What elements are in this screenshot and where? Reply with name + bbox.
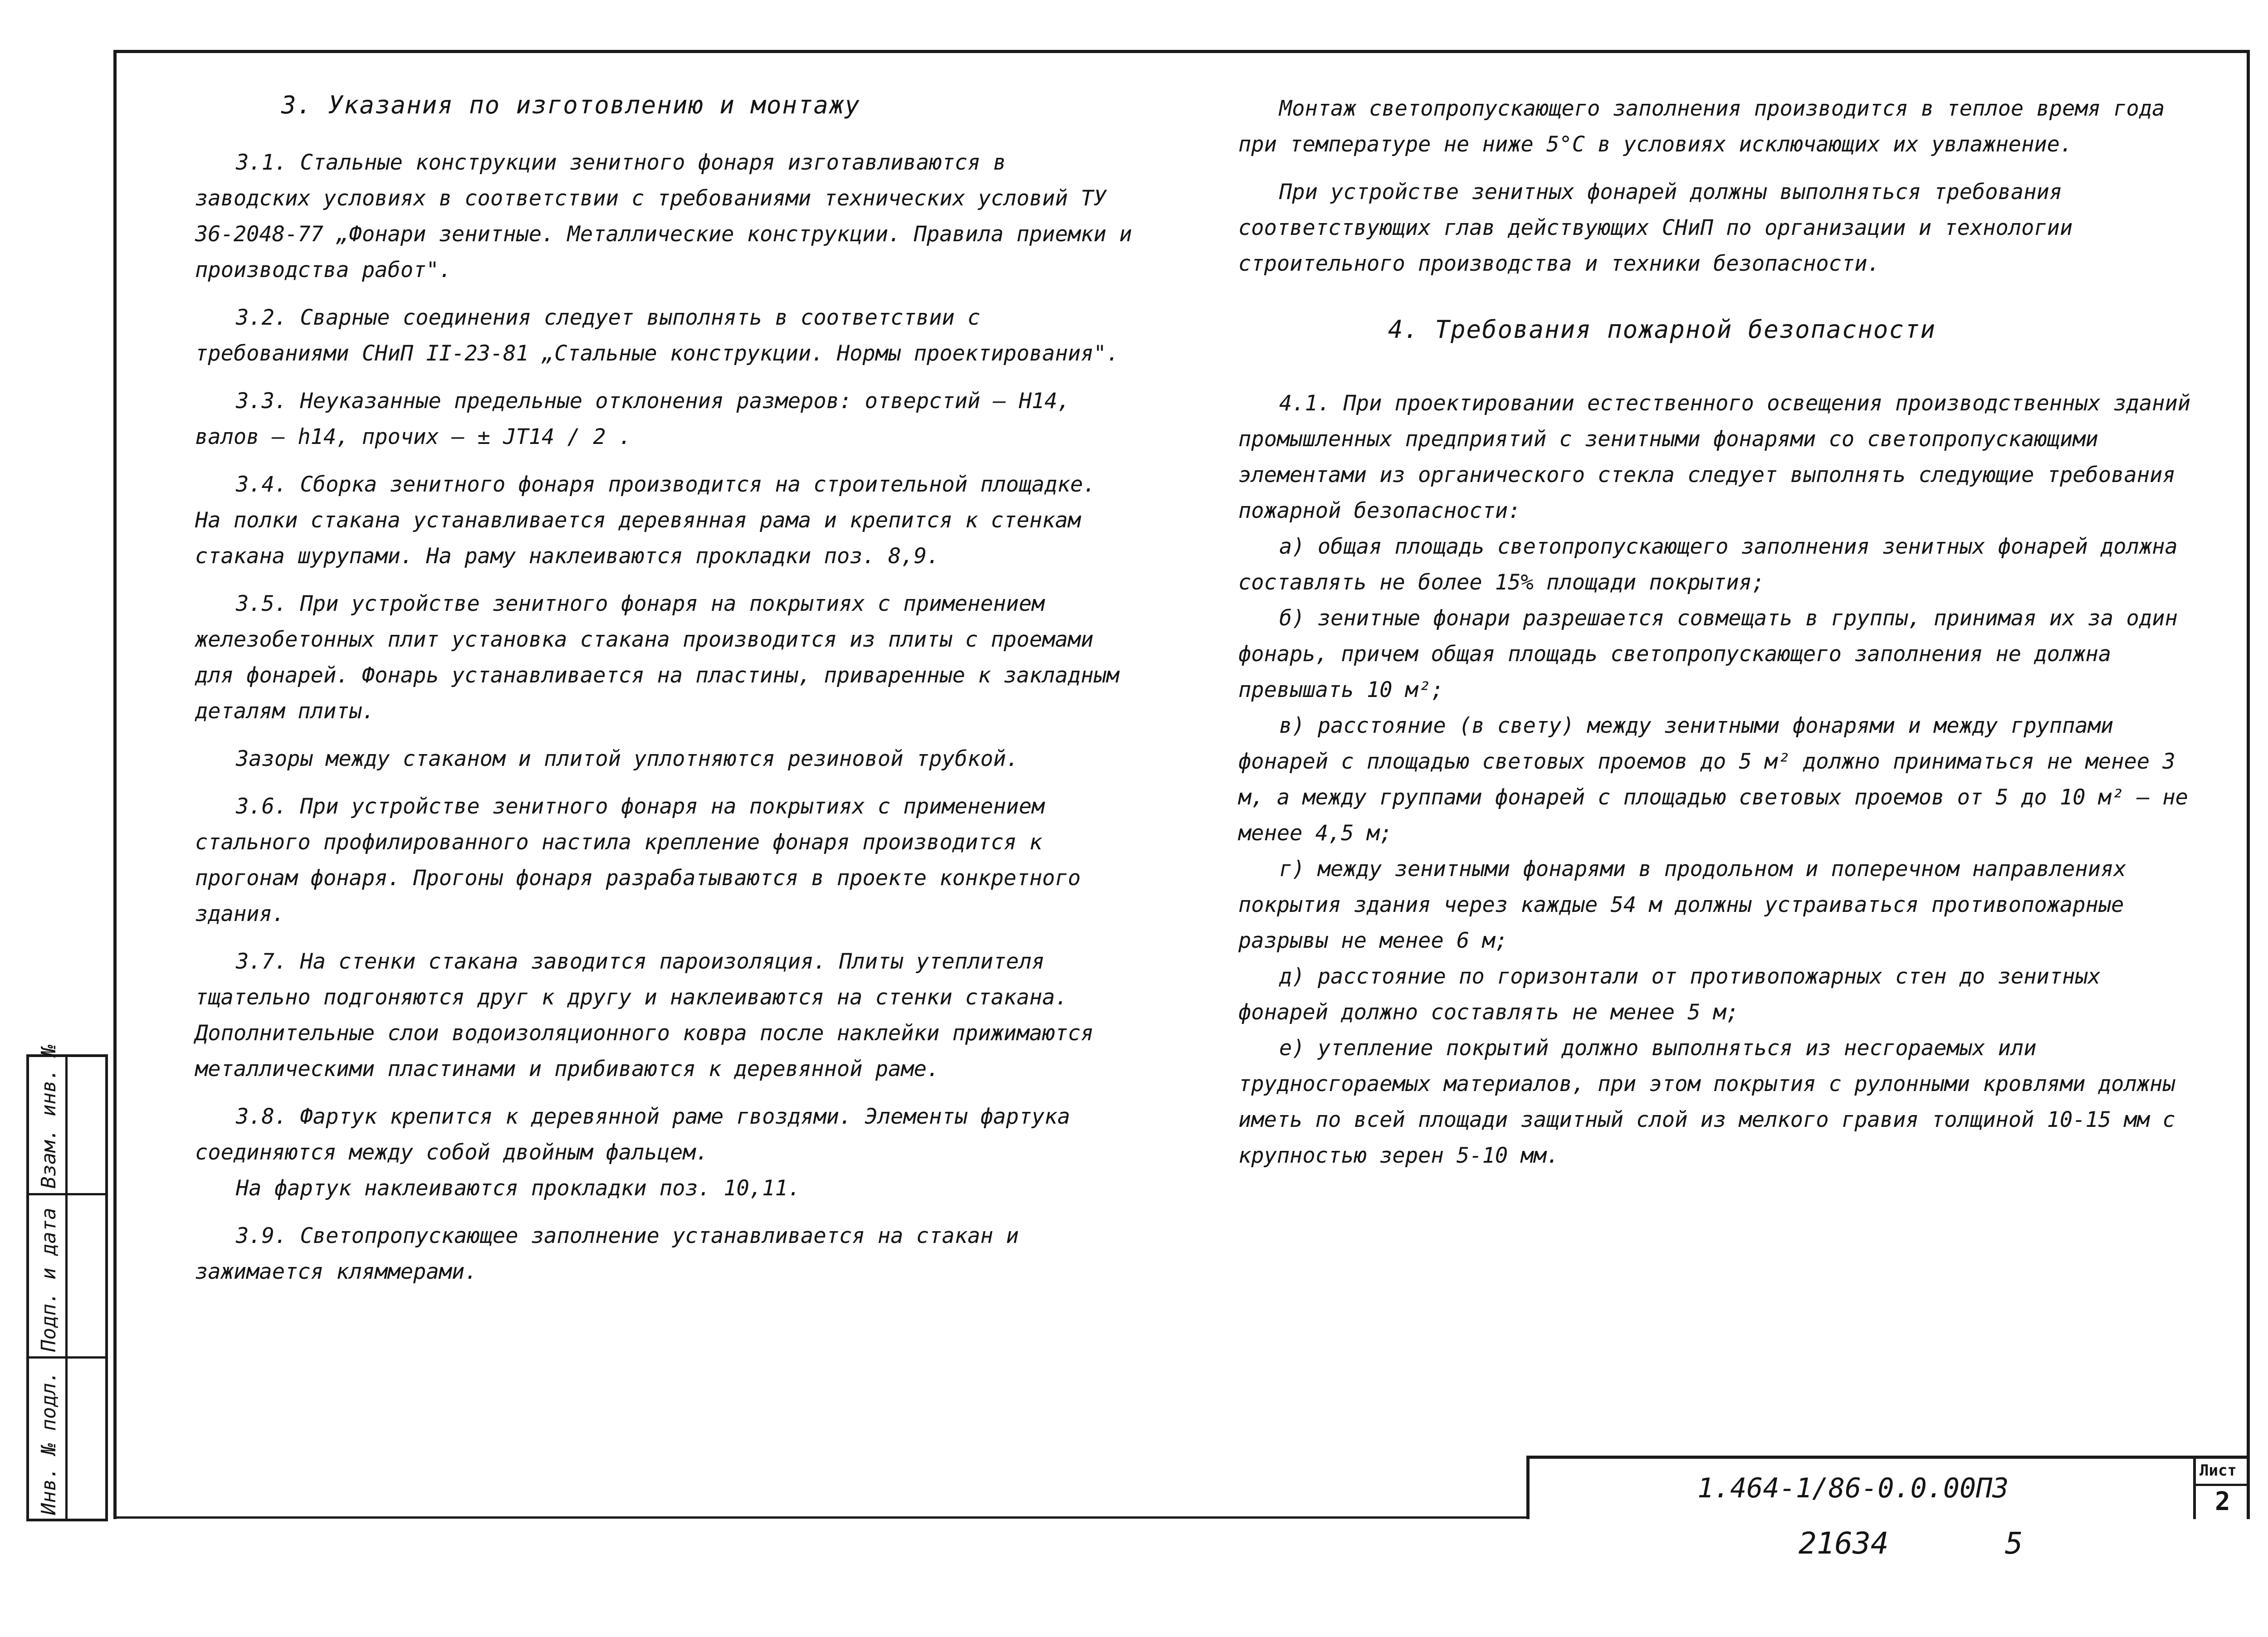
section-4-heading: 4. Требования пожарной безопасности bbox=[1388, 315, 1936, 344]
section-3-heading: 3. Указания по изготовлению и монтажу bbox=[281, 91, 860, 119]
paragraph-snip: При устройстве зенитных фонарей должны выполняться требования соответствующих глав действующих СНиП по организации и технологии строительного производства и техники безопасности. bbox=[1238, 180, 2073, 276]
paragraph-apron-gaskets: На фартук наклеиваются прокладки поз. 10,11. bbox=[236, 1176, 801, 1201]
item-g: г) между зенитными фонарями в продольном и поперечном направлениях покрытия здания через каждые 54 м должны устраиваться противопожарные разрывы не менее 6 м; bbox=[1238, 857, 2126, 953]
item-v: в) расстояние (в свету) между зенитными фонарями и между группами фонарей с площадью световых проемов до 5 м² должно приниматься не менее 3 м, а между группами фонарей с площадью световых проемов от 5 до 10 м² – не менее 4,5 м; bbox=[1238, 713, 2188, 846]
paragraph-3-1: 3.1. Стальные конструкции зенитного фонаря изготавливаются в заводских условиях в соответствии с требованиями технических условий ТУ 36-2048-77 „Фонари зенитные. Металлические конструкции. Правила приемки и производства работ". bbox=[195, 150, 1132, 283]
stamp-sign-date: Подп. и дата bbox=[37, 1208, 60, 1352]
stamp-divider bbox=[29, 1193, 105, 1195]
stamp-inv-orig: Инв. № подл. bbox=[37, 1371, 60, 1515]
paragraph-3-6: 3.6. При устройстве зенитного фонаря на покрытиях с применением стального профилированного настила крепление фонаря производится к прогонам фонаря. Прогоны фонаря разрабатываются в проекте конкретного здания. bbox=[195, 794, 1081, 926]
stamp-replaced-inv: Взам. инв. № bbox=[37, 1044, 60, 1189]
title-block bbox=[1526, 1456, 2250, 1519]
paragraph-3-9: 3.9. Светопропускающее заполнение устанавливается на стакан и зажимается кляммерами. bbox=[195, 1223, 1019, 1284]
paragraph-3-8: 3.8. Фартук крепится к деревянной раме гвоздями. Элементы фартука соединяются между собой двойным фальцем. bbox=[195, 1104, 1070, 1165]
paragraph-mounting: Монтаж светопропускающего заполнения производится в теплое время года при температуре не ниже 5°С в условиях исключающих их увлажнение. bbox=[1238, 96, 2165, 157]
item-d: д) расстояние по горизонтали от противопожарных стен до зенитных фонарей должно составлять не менее 5 м; bbox=[1238, 964, 2101, 1025]
paragraph-3-7: 3.7. На стенки стакана заводится пароизоляция. Плиты утеплителя тщательно подгоняются друг к другу и наклеиваются на стенки стакана. Дополнительные слои водоизоляционного ковра после наклейки прижимаются металлическими пластинами и прибиваются к деревянной раме. bbox=[195, 949, 1094, 1082]
paragraph-3-4: 3.4. Сборка зенитного фонаря производится на строительной площадке. На полки стакана устанавливается деревянная рама и крепится к стенкам стакана шурупами. На раму наклеиваются прокладки поз. 8,9. bbox=[195, 472, 1096, 569]
paragraph-3-2: 3.2. Сварные соединения следует выполнять в соответствии с требованиями СНиП II-23-81 „Стальные конструкции. Нормы проектирования". bbox=[195, 305, 1119, 366]
sheet-divider bbox=[2196, 1484, 2250, 1486]
sheet-label: Лист bbox=[2200, 1462, 2237, 1480]
stamp-divider bbox=[29, 1356, 105, 1359]
sheet-cell bbox=[2193, 1459, 2250, 1519]
paragraph-3-3: 3.3. Неуказанные предельные отклонения размеров: отверстий – H14, валов – h14, прочих – ± JT14 / 2 . bbox=[195, 389, 1070, 449]
page-number: 5 bbox=[2005, 1526, 2023, 1561]
side-stamp bbox=[26, 1044, 108, 1521]
inventory-number: 21634 bbox=[1799, 1526, 1889, 1561]
paragraph-3-5: 3.5. При устройстве зенитного фонаря на покрытиях с применением железобетонных плит установка стакана производится из плиты с проемами для фонарей. Фонарь устанавливается на пластины, приваренные к закладным деталям плиты. bbox=[195, 591, 1119, 724]
item-b: б) зенитные фонари разрешается совмещать в группы, принимая их за один фонарь, причем общая площадь светопропускающего заполнения не должна превышать 10 м²; bbox=[1238, 606, 2178, 702]
frame-bottom-line bbox=[113, 1516, 1529, 1519]
sheet-number: 2 bbox=[2215, 1487, 2230, 1516]
paragraph-4-1: 4.1. При проектировании естественного освещения производственных зданий промышленных предприятий с зенитными фонарями со светопропускающими элементами из органического стекла следует выполнять следующие требования пожарной безопасности: bbox=[1238, 391, 2191, 523]
stamp-column-divider bbox=[65, 1057, 68, 1519]
paragraph-gaps: Зазоры между стаканом и плитой уплотняются резиновой трубкой. bbox=[236, 746, 1019, 771]
right-column bbox=[1238, 91, 2200, 1174]
item-a: а) общая площадь светопропускающего заполнения зенитных фонарей должна составлять не более 15% площади покрытия; bbox=[1238, 534, 2178, 595]
document-code: 1.464-1/86-0.0.00ПЗ bbox=[1697, 1472, 2009, 1504]
left-column bbox=[195, 91, 1134, 1301]
item-e: е) утепление покрытий должно выполняться из несгораемых или трудносгораемых материалов, при этом покрытия с рулонными кровлями должны иметь по всей площади защитный слой из мелкого гравия толщиной 10-15 мм с крупностью зерен 5-10 мм. bbox=[1238, 1036, 2175, 1168]
